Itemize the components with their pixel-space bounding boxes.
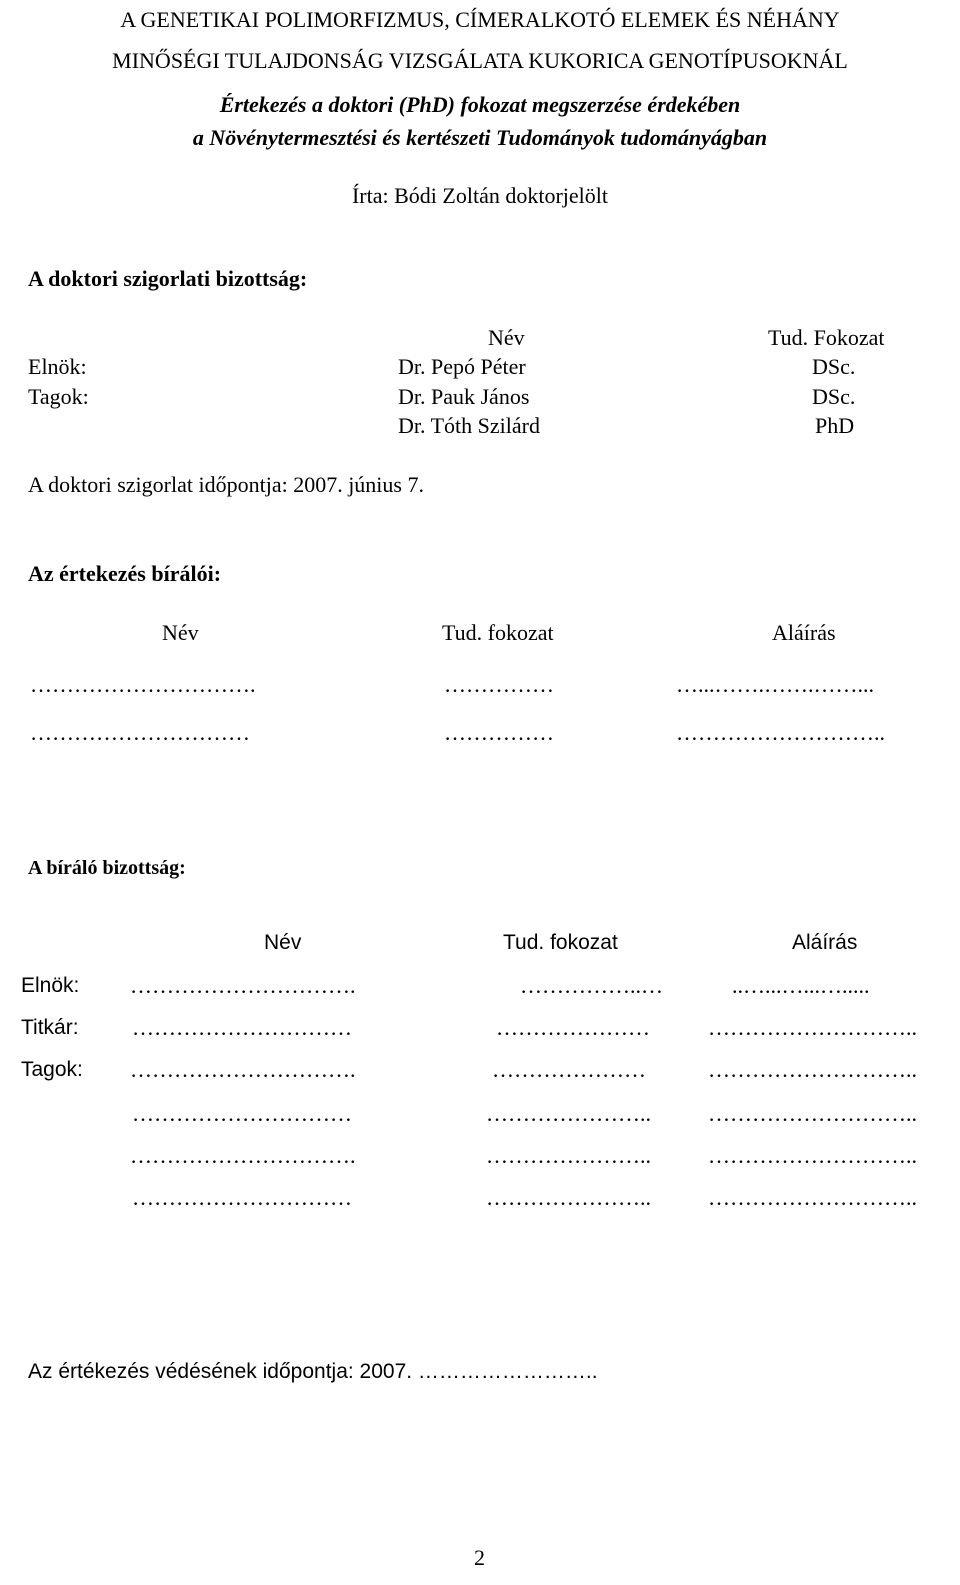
review-committee-secretary-degree-blank: ………………… [496,1015,650,1040]
review-committee-role-chair: Elnök: [21,974,80,997]
exam-committee-name-chair: Dr. Pepó Péter [398,354,526,379]
subtitle-line-2: a Növénytermesztési és kertészeti Tudományok tudományágban [192,125,768,150]
review-committee-col-degree: Tud. fokozat [503,931,618,954]
exam-committee-degree-member-2: PhD [815,413,855,438]
review-committee-chair-degree-blank: ……………..… [520,973,663,998]
review-committee-member-3-degree-blank: ………………….. [486,1143,651,1168]
review-committee-member-2-degree-blank: ………………….. [486,1101,651,1126]
reviewer-1-degree-blank: …………… [444,672,554,697]
review-committee-chair-name-blank: …………………………. [130,973,356,998]
defense-date: Az értékezés védésének időpontja: 2007. …………………….. [28,1360,598,1383]
exam-committee-heading: A doktori szigorlati bizottság: [28,266,308,291]
exam-committee-col-degree: Tud. Fokozat [768,325,885,350]
exam-committee-degree-chair: DSc. [812,354,856,379]
reviewer-1-name-blank: …………………………. [30,672,256,697]
review-committee-member-3-name-blank: …………………………. [130,1143,356,1168]
review-committee-member-3-signature-blank: ……………………….. [708,1143,917,1168]
reviewers-col-degree: Tud. fokozat [442,620,554,645]
reviewers-col-name: Név [162,620,199,645]
document-title-line-1: A GENETIKAI POLIMORFIZMUS, CÍMERALKOTÓ ELEMEK ÉS NÉHÁNY [120,7,840,32]
review-committee-col-name: Név [264,931,302,954]
exam-committee-name-member-1: Dr. Pauk János [398,384,530,409]
exam-date: A doktori szigorlat időpontja: 2007. június 7. [28,472,424,497]
review-committee-heading: A bíráló bizottság: [28,857,186,879]
review-committee-chair-signature-blank: ..…...…...…..... [732,973,870,998]
reviewer-2-degree-blank: …………… [444,720,554,745]
review-committee-member-2-name-blank: ………………………… [132,1101,352,1126]
reviewer-1-signature-blank: …...…….…….……... [676,672,874,697]
reviewer-2-signature-blank: ……………………….. [676,720,885,745]
reviewers-heading: Az értekezés bírálói: [28,561,222,586]
review-committee-role-secretary: Titkár: [21,1016,79,1039]
reviewers-col-signature: Aláírás [772,620,836,645]
review-committee-member-4-signature-blank: ……………………….. [708,1185,917,1210]
review-committee-member-1-degree-blank: ………………… [492,1057,646,1082]
document-title-line-2: MINŐSÉGI TULAJDONSÁG VIZSGÁLATA KUKORICA GENOTÍPUSOKNÁL [112,48,848,73]
reviewer-2-name-blank: ………………………… [30,720,250,745]
page-number: 2 [474,1545,485,1570]
review-committee-member-2-signature-blank: ……………………….. [708,1101,917,1126]
review-committee-secretary-signature-blank: ……………………….. [708,1015,917,1040]
subtitle-line-1: Értekezés a doktori (PhD) fokozat megszerzése érdekében [219,92,741,117]
review-committee-role-members: Tagok: [21,1058,83,1081]
review-committee-member-4-name-blank: ………………………… [132,1185,352,1210]
review-committee-member-1-name-blank: …………………………. [130,1057,356,1082]
exam-committee-role-members: Tagok: [28,384,89,409]
exam-committee-col-name: Név [488,325,525,350]
review-committee-col-signature: Aláírás [792,931,858,954]
exam-committee-role-chair: Elnök: [28,354,87,379]
review-committee-member-4-degree-blank: ………………….. [486,1185,651,1210]
review-committee-secretary-name-blank: ………………………… [132,1015,352,1040]
author-line: Írta: Bódi Zoltán doktorjelölt [351,183,608,208]
exam-committee-degree-member-1: DSc. [812,384,856,409]
exam-committee-name-member-2: Dr. Tóth Szilárd [398,413,540,438]
review-committee-member-1-signature-blank: ……………………….. [708,1057,917,1082]
